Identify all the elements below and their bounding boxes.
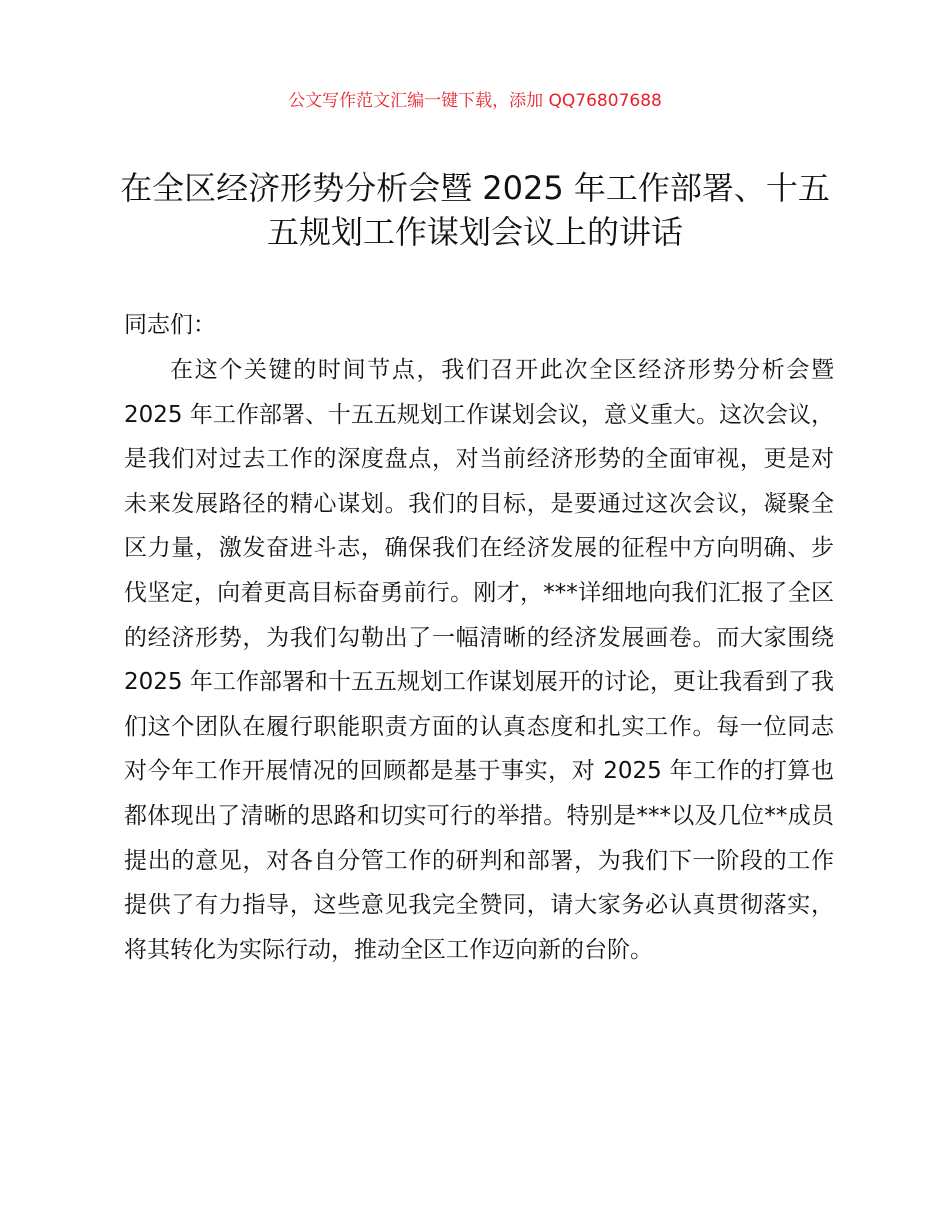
salutation: 同志们：: [124, 312, 216, 338]
document-title: 在全区经济形势分析会暨 2025 年工作部署、十五五规划工作谋划会议上的讲话: [120, 169, 830, 251]
body-paragraph: 在这个关键的时间节点，我们召开此次全区经济形势分析会暨 2025 年工作部署、十五五规划工作谋划会议，意义重大。这次会议，是我们对过去工作的深度盘点，对当前经济形势的全面审视，更是对未来发展路径的精心谋划。我们的目标，是要通过这次会议，凝聚全区力量，激发奋进斗志，确保我们在经济发展的征程中方向明确、步伐坚定，向着更高目标奋勇前行。刚才，***详细地向我们汇报了全区的经济形势，为我们勾勒出了一幅清晰的经济发展画卷。而大家围绕 2025 年工作部署和十五五规划工作谋划展开的讨论，更让我看到了我们这个团队在履行职能职责方面的认真态度和扎实工作。每一位同志对今年工作开展情况的回顾都是基于事实，对 2025 年工作的打算也都体现出了清晰的思路和切实可行的举措。特别是***以及几位**成员提出的意见，对各自分管工作的研判和部署，为我们下一阶段的工作提供了有力指导，这些意见我完全赞同，请大家务必认真贯彻落实，将其转化为实际行动，推动全区工作迈向新的台阶。: [124, 357, 834, 963]
download-banner: 公文写作范文汇编一键下载，添加 QQ76807688: [288, 91, 662, 111]
